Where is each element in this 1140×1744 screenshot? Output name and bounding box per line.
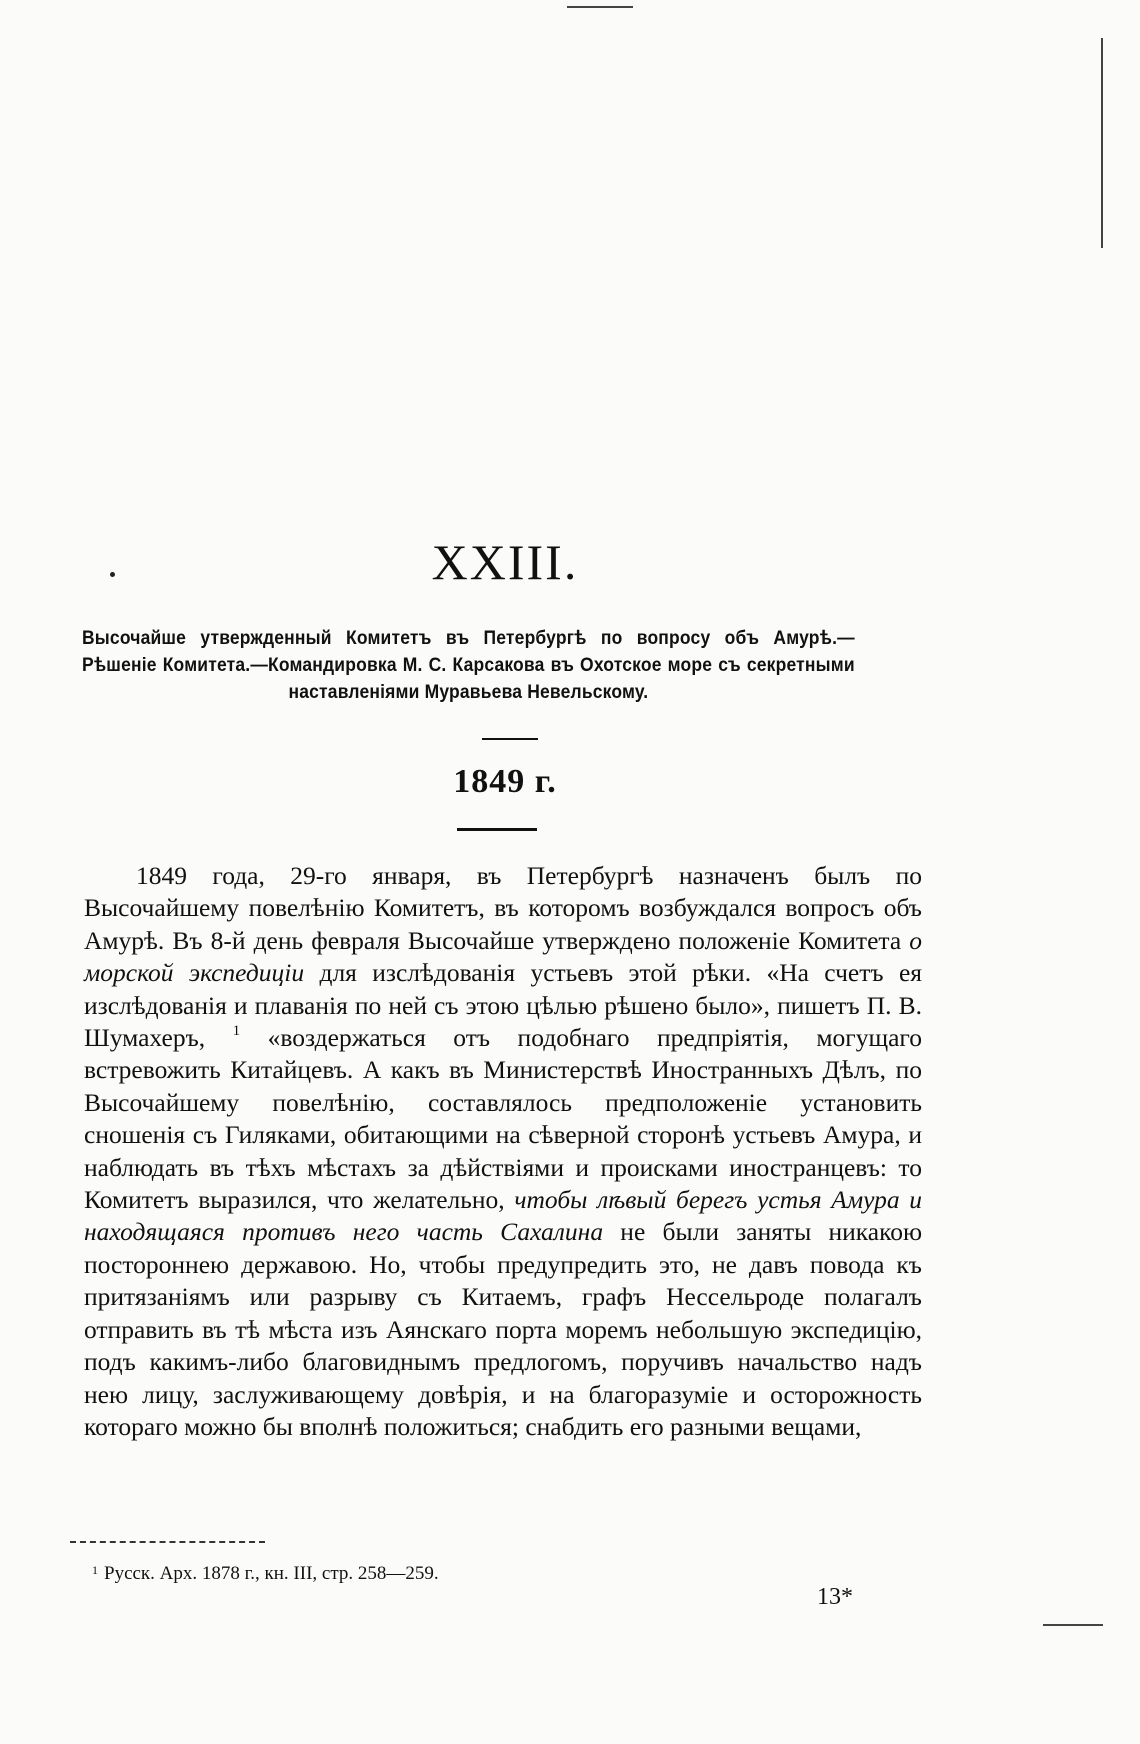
footnote — [92, 1563, 439, 1585]
body-paragraph — [84, 860, 922, 1443]
footnote-text: Русск. Арх. 1878 г., кн. III, стр. 258—259. — [104, 1563, 439, 1584]
scan-top-mark — [567, 6, 633, 8]
body-text — [84, 860, 922, 1443]
footnote-separator — [70, 1541, 265, 1543]
italic-phrase: чтобы лѣвый берегъ устья Амура и находящаяся противъ него часть Сахалина — [84, 1185, 923, 1247]
top-divider — [482, 738, 538, 740]
bottom-divider — [457, 828, 537, 831]
body-text-segment: для изслѣдованія устьевъ этой рѣки. «На счетъ ея изслѣдованія и плаванія по ней съ этою цѣлью рѣшено было», пишетъ П. В. Шумахеръ, — [84, 958, 922, 1053]
italic-phrase: о морской экспедиціи — [84, 925, 922, 988]
scan-edge-mark — [1043, 1624, 1103, 1626]
body-text-segment: «воздержаться отъ подобнаго предпріятія, могущаго встревожить Китайцевъ. А какъ въ Министерствѣ Иностранныхъ Дѣлъ, по Высочайшему повелѣнію, составлялось предположеніе установить сношенія съ Гиляками, обитающими на сѣверной сторонѣ устьевъ Амура, и наблюдать въ тѣхъ мѣстахъ за дѣйствіями и происками иностранцевъ: то Комитетъ выразился, что желательно, — [84, 1023, 922, 1215]
chapter-summary: Высочайше утвержденный Комитетъ въ Петербургѣ по вопросу объ Амурѣ.— Рѣшеніе Комитета.—Командировка М. С. Карсакова въ Охотское море съ секретными наставленіями Муравьева Невельскому. — [82, 628, 855, 703]
chapter-number: XXIII. — [431, 534, 579, 590]
footnote-reference[interactable]: 1 — [232, 1023, 241, 1040]
body-text-segment: 1849 года, 29-го января, въ Петербургѣ назначенъ былъ по Высочайшему повелѣнію Комитетъ, въ которомъ возбуждался вопросъ объ Амурѣ. Въ 8-й день февраля Высочайше утверждено положеніе Комитета — [84, 861, 922, 955]
page-number: 13* — [817, 1584, 853, 1610]
scan-edge-line — [1101, 38, 1103, 248]
footnote-marker: 1 — [92, 1563, 98, 1577]
body-text-segment: не были заняты никакою постороннею державою. Но, чтобы предупредить это, не давъ повода къ притязаніямъ или разрыву съ Китаемъ, графъ Нессельроде полагалъ отправить въ тѣ мѣста изъ Аянскаго порта моремъ небольшую экспедицію, подъ какимъ-либо благовиднымъ предлогомъ, поручивъ начальство надъ нею лицу, заслуживающему довѣрія, и на благоразуміе и осторожность котораго можно бы вполнѣ положиться; снабдить его разными вещами, — [84, 1217, 922, 1441]
year-heading: 1849 г. — [453, 763, 557, 800]
